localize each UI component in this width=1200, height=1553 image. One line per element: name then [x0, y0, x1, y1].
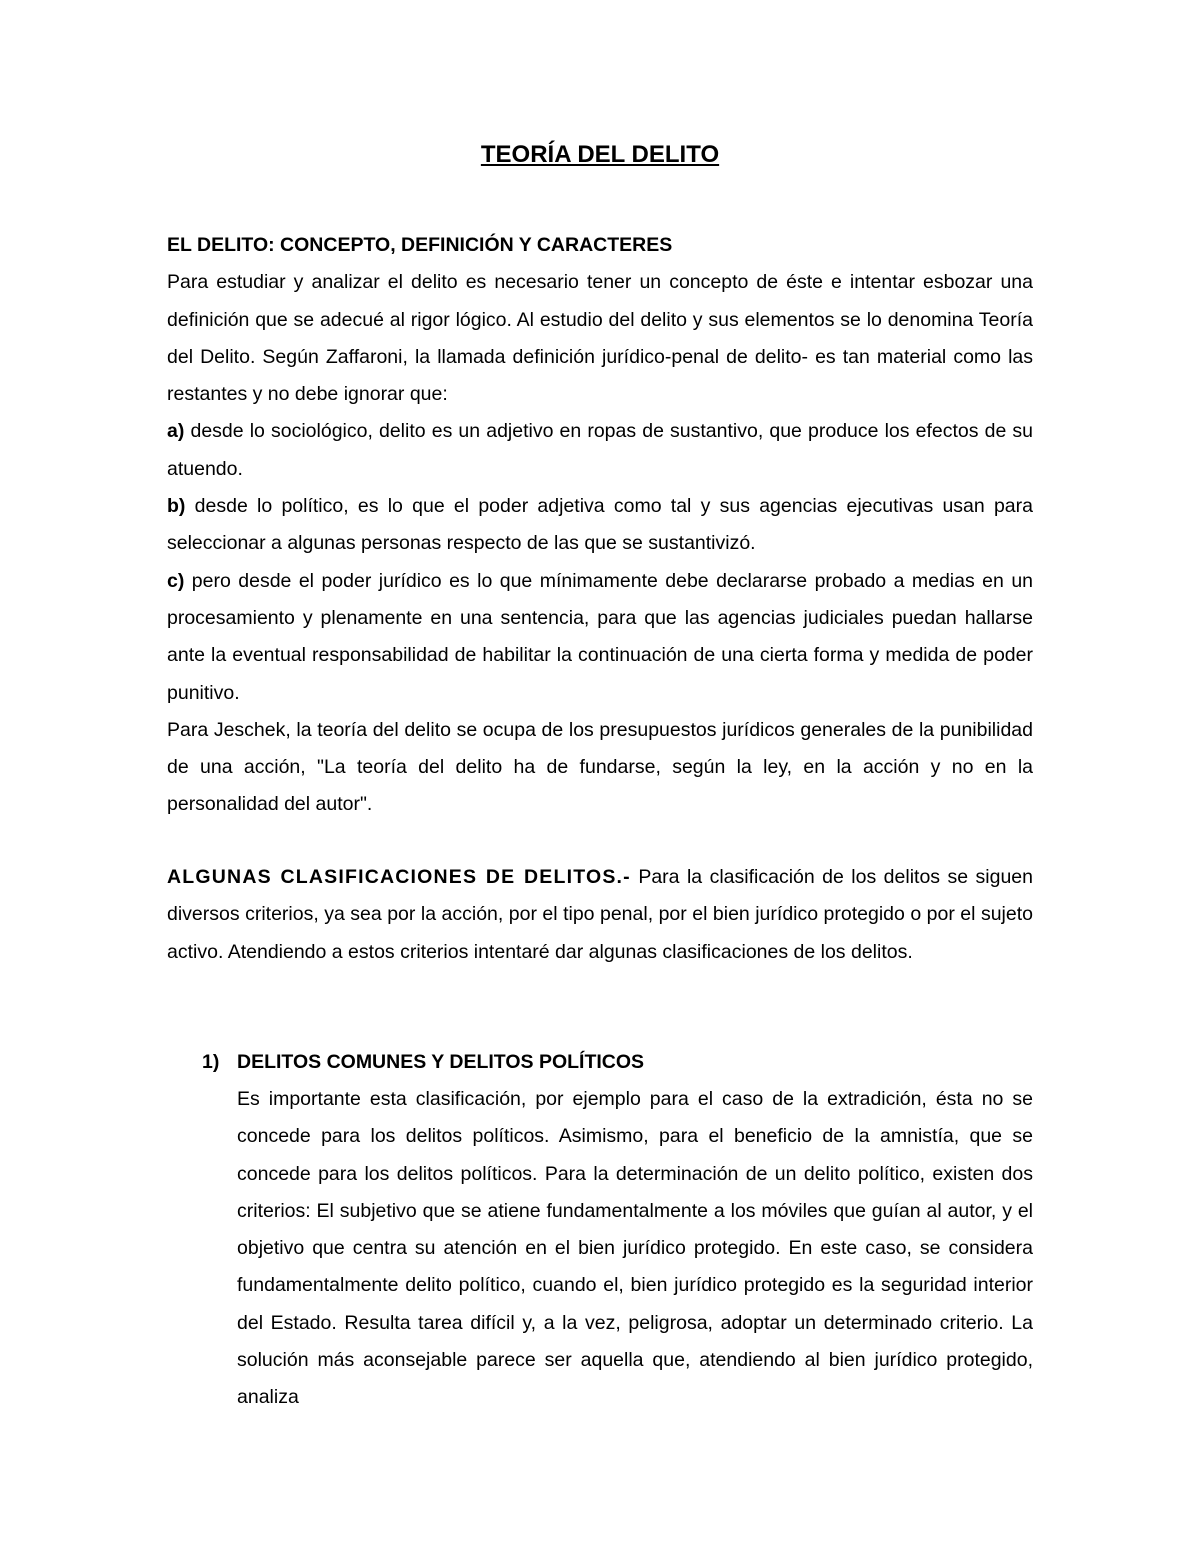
point-marker: b) — [167, 495, 186, 518]
point-c — [167, 563, 1033, 712]
point-text: pero desde el poder jurídico es lo que mínimamente debe declararse probado a medias en un procesamiento y plenamente en una sentencia, para que las agencias judiciales puedan hallarse ante la eventual responsabilidad de habilitar la continuación de una cierta forma y medida de poder punitivo. — [167, 569, 1034, 704]
section-concepto — [167, 227, 1033, 824]
list-item-number: 1) — [202, 1051, 220, 1073]
point-marker: c) — [167, 569, 185, 592]
point-b — [167, 488, 1033, 563]
point-text: desde lo político, es lo que el poder adjetiva como tal y sus agencias ejecutivas usan para seleccionar a algunas personas respecto de las que se sustantivizó. — [167, 495, 1033, 555]
paragraph-clasificaciones — [167, 859, 1033, 971]
list-item-title: DELITOS COMUNES Y DELITOS POLÍTICOS — [237, 1051, 645, 1073]
classification-list — [167, 1044, 1033, 1417]
list-item-text: Es importante esta clasificación, por ejemplo para el caso de la extradición, ésta no se concede para los delitos políticos. Asimismo, para el beneficio de la amnistía, que se concede para los delitos políticos. Para la determinación de un delito político, existen dos criterios: El subjetivo que se atiene fundamentalmente a los móviles que guían al autor, y el objetivo que centra su atención en el bien jurídico protegido. En este caso, se considera fundamentalmente delito político, cuando el, bien jurídico protegido es la seguridad interior del Estado. Resulta tarea difícil y, a la vez, peligrosa, adoptar un determinado criterio. La solución más aconsejable parece ser aquella que, atendiendo al bien jurídico protegido, analiza — [237, 1088, 1033, 1409]
point-text: desde lo sociológico, delito es un adjetivo en ropas de sustantivo, que produce los efectos de su atuendo. — [167, 420, 1033, 480]
point-a — [167, 413, 1033, 488]
document-title: TEORÍA DEL DELITO — [480, 141, 720, 168]
list-item-heading — [167, 1044, 1033, 1081]
section-clasificaciones — [167, 859, 1033, 971]
point-marker: a) — [167, 420, 185, 443]
paragraph-intro: Para estudiar y analizar el delito es necesario tener un concepto de éste e intentar esbozar una definición que se adecué al rigor lógico. Al estudio del delito y sus elementos se lo denomina Teoría del Delito. Según Zaffaroni, la llamada definición jurídico-penal de delito- es tan material como las restantes y no debe ignorar que: — [167, 271, 1033, 406]
section-heading: EL DELITO: CONCEPTO, DEFINICIÓN Y CARACTERES — [167, 234, 673, 256]
section-heading-inline: ALGUNAS CLASIFICACIONES DE DELITOS.- — [167, 866, 631, 888]
paragraph-text: Para la clasificación de los delitos se siguen diversos criterios, ya sea por la acción, por el tipo penal, por el bien jurídico protegido o por el sujeto activo. Atendiendo a estos criterios intentaré dar algunas clasificaciones de los delitos. — [167, 866, 1033, 963]
paragraph-jeschek: Para Jeschek, la teoría del delito se ocupa de los presupuestos jurídicos generales de la punibilidad de una acción, "La teoría del delito ha de fundarse, según la ley, en la acción y no en la personalidad del autor". — [167, 718, 1033, 816]
